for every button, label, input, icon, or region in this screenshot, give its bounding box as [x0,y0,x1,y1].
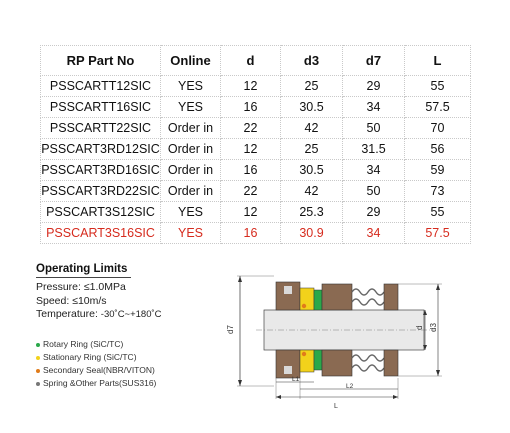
green-dot-icon [36,343,40,347]
rotary-ring-lower [314,350,322,370]
o-ring-upper [302,304,306,308]
d7-cell: 34 [343,223,405,244]
part-spec-table [40,45,471,244]
l-cell: 70 [405,118,471,139]
l-label: L [334,403,338,410]
online-cell: Order in [161,118,221,139]
pressure-label: Pressure: [36,281,81,293]
d-cell: 22 [221,118,281,139]
table-row [41,202,471,223]
spring-lower [352,355,384,361]
d3-cell: 30.5 [281,160,343,181]
d-cell: 22 [221,181,281,202]
d3-cell: 25 [281,76,343,97]
d-cell: 12 [221,139,281,160]
d7-cell: 29 [343,76,405,97]
d-cell: 16 [221,97,281,118]
l-cell: 59 [405,160,471,181]
speed-row [36,295,226,309]
col-header-online: Online [161,46,221,76]
col-header-d3: d3 [281,46,343,76]
online-cell: YES [161,97,221,118]
rotating-body-lower [322,350,352,376]
d3-cell: 30.9 [281,223,343,244]
part-no-cell: PSSCART3RD16SIC [41,160,161,181]
d7-cell: 50 [343,118,405,139]
table-row [41,118,471,139]
d-cell: 16 [221,223,281,244]
table-header-row [41,46,471,76]
online-cell: YES [161,76,221,97]
d-cell: 16 [221,160,281,181]
l-cell: 57.5 [405,97,471,118]
operating-limits-title: Operating Limits [36,263,131,278]
mechanical-seal-cross-section-diagram [220,262,460,412]
col-header-d: d [221,46,281,76]
table-row-highlighted [41,223,471,244]
spring-retainer-lower [384,350,398,376]
d3-cell: 42 [281,118,343,139]
online-cell: Order in [161,160,221,181]
legend-item-stationary-ring: Stationary Ring (SiC/TC) [36,351,156,364]
online-cell: Order in [161,139,221,160]
table-row [41,139,471,160]
pressure-value: ≤1.0MPa [83,281,126,293]
orange-dot-icon [36,369,40,373]
online-cell: YES [161,202,221,223]
l-cell: 57.5 [405,223,471,244]
pressure-row [36,281,226,295]
rotating-body-upper [322,284,352,310]
part-no-cell: PSSCART3RD12SIC [41,139,161,160]
col-header-l: L [405,46,471,76]
l-cell: 56 [405,139,471,160]
d3-cell: 25.3 [281,202,343,223]
legend-item-spring: Spring &Other Parts(SUS316) [36,377,156,390]
legend-item-rotary-ring: Rotary Ring (SiC/TC) [36,338,156,351]
temperature-row [36,308,226,322]
d-cell: 12 [221,76,281,97]
yellow-dot-icon [36,356,40,360]
part-no-cell: PSSCART3RD22SIC [41,181,161,202]
temperature-value: -30˚C~+180˚C [100,309,162,320]
part-no-cell: PSSCARTT16SIC [41,97,161,118]
d7-cell: 31.5 [343,139,405,160]
gray-dot-icon [36,382,40,386]
col-header-d7: d7 [343,46,405,76]
table-row [41,76,471,97]
online-cell: Order in [161,181,221,202]
d7-cell: 50 [343,181,405,202]
online-cell: YES [161,223,221,244]
col-header-part-no: RP Part No [41,46,161,76]
o-ring-lower [302,352,306,356]
d7-cell: 29 [343,202,405,223]
d7-label: d7 [226,325,235,334]
part-no-cell: PSSCART3S12SIC [41,202,161,223]
l-cell: 55 [405,76,471,97]
d7-cell: 34 [343,160,405,181]
l2-label: L2 [346,383,354,390]
rotary-ring-upper [314,290,322,310]
temperature-label: Temperature: [36,308,98,320]
table-row [41,160,471,181]
operating-limits [36,263,226,322]
d3-cell: 42 [281,181,343,202]
part-no-cell: PSSCARTT12SIC [41,76,161,97]
legend-item-secondary-seal: Secondary Seal(NBR/VITON) [36,364,156,377]
speed-label: Speed: [36,294,70,307]
l-cell: 55 [405,202,471,223]
part-no-cell: PSSCARTT22SIC [41,118,161,139]
d3-label: d3 [429,323,438,332]
spring-retainer-upper [384,284,398,310]
table-row [41,181,471,202]
d7-cell: 34 [343,97,405,118]
d3-cell: 25 [281,139,343,160]
d-cell: 12 [221,202,281,223]
speed-value: ≤10m/s [72,294,107,307]
l1-label: L1 [292,376,300,383]
l-cell: 73 [405,181,471,202]
d-label: d [415,325,424,330]
d3-cell: 30.5 [281,97,343,118]
table-row [41,97,471,118]
spring-upper [352,289,384,295]
material-legend [36,338,156,390]
part-no-cell: PSSCART3S16SIC [41,223,161,244]
